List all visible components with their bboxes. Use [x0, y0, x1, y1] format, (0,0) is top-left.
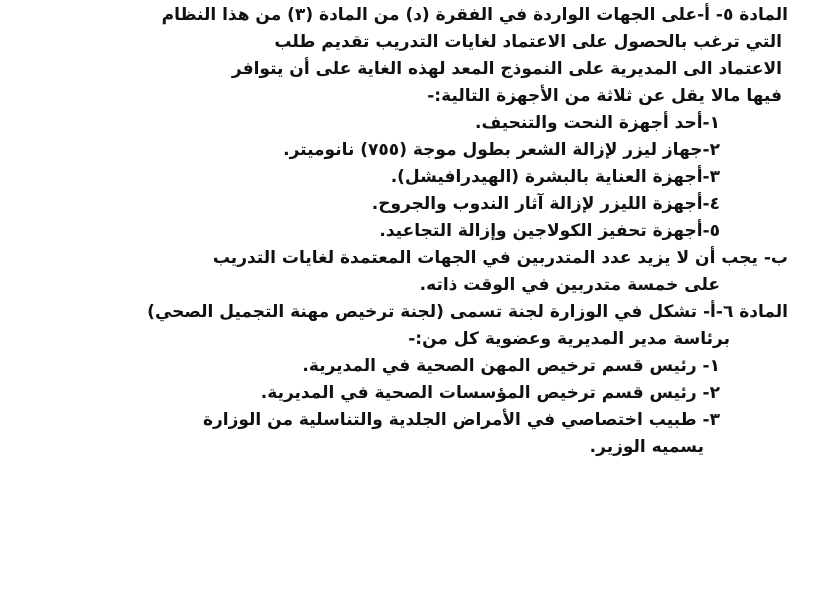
device-list-item-4: ٤-أجهزة الليزر لإزالة آثار الندوب والجروح. [371, 194, 720, 214]
device-list-item-3: ٣-أجهزة العناية بالبشرة (الهيدرافيشل). [390, 167, 720, 187]
device-list-item-2: ٢-جهاز ليزر لإزالة الشعر بطول موجة (٧٥٥) نانوميتر. [283, 140, 720, 160]
article-5-line-2: التي ترغب بالحصول على الاعتماد لغايات التدريب تقديم طلب [274, 32, 782, 52]
article-6-line-1: المادة ٦-أ- تشكل في الوزارة لجنة تسمى (لجنة ترخيص مهنة التجميل الصحي) [147, 302, 788, 322]
article-5-paragraph-b-line-2: على خمسة متدربين في الوقت ذاته. [419, 275, 720, 295]
article-5-line-1: المادة ٥- أ-على الجهات الواردة في الفقرة (د) من المادة (٣) من هذا النظام [161, 5, 788, 25]
article-5-line-3: الاعتماد الى المديرية على النموذج المعد لهذه الغاية على أن يتوافر [231, 59, 782, 79]
article-6-line-2: برئاسة مدير المديرية وعضوية كل من:- [408, 329, 730, 349]
article-5-line-4: فيها مالا يقل عن ثلاثة من الأجهزة التالية:- [427, 86, 782, 106]
committee-member-2: ٢- رئيس قسم ترخيص المؤسسات الصحية في المديرية. [260, 383, 720, 403]
article-5-paragraph-b-line-1: ب- يجب أن لا يزيد عدد المتدربين في الجهات المعتمدة لغايات التدريب [212, 248, 788, 268]
device-list-item-1: ١-أحد أجهزة النحت والتنحيف. [475, 113, 720, 133]
committee-member-3-line-1: ٣- طبيب اختصاصي في الأمراض الجلدية والتناسلية من الوزارة [202, 410, 720, 430]
committee-member-3-line-2: يسميه الوزير. [589, 437, 704, 457]
device-list-item-5: ٥-أجهزة تحفيز الكولاجين وإزالة التجاعيد. [379, 221, 720, 241]
committee-member-1: ١- رئيس قسم ترخيص المهن الصحية في المديرية. [302, 356, 720, 376]
